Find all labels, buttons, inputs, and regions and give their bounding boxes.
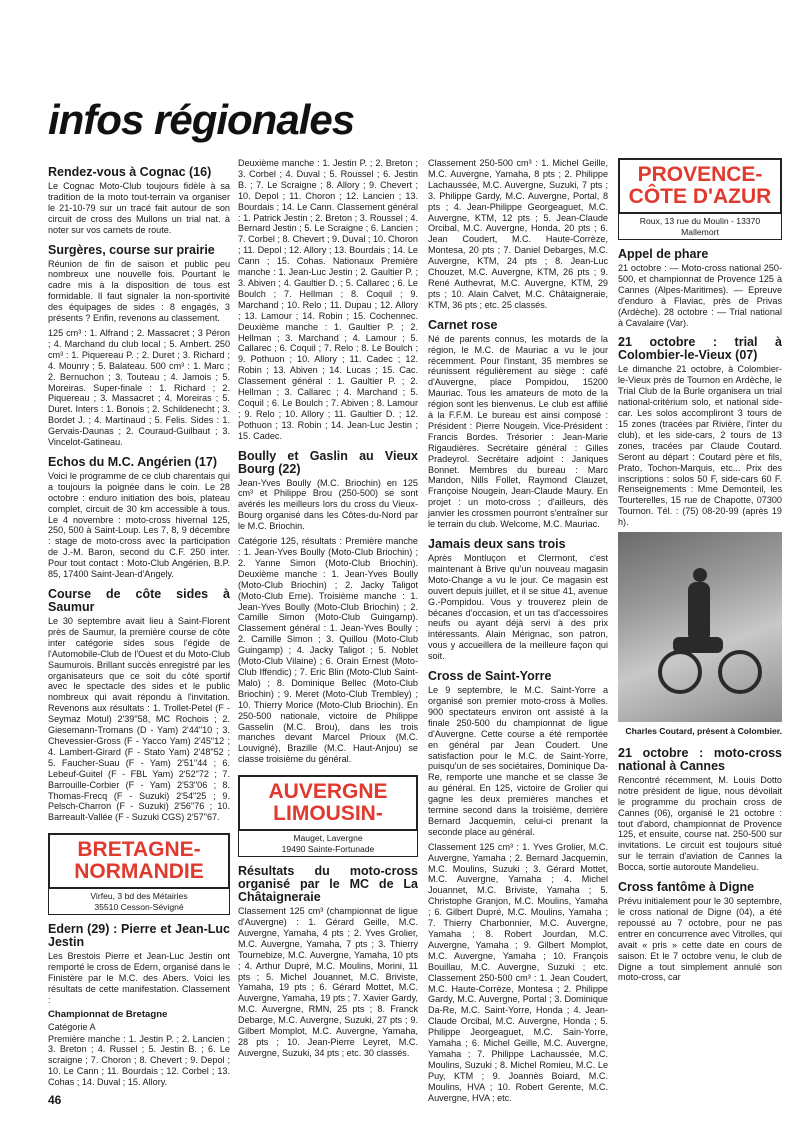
region-name: NORMANDIE <box>74 860 204 884</box>
region-address: Roux, 13 rue du Moulin - 13370 Mallemort <box>618 214 782 240</box>
article-title: 21 octobre : moto-cross national à Cannes <box>618 745 782 773</box>
article-body: Après Montluçon et Clermont, c'est maintenant à Brive qu'un nouveau magasin Moto-Change a vu le jour. Ce magasin est ouvert depuis juillet, et il se situe 41, avenue G.-Pompidou. Vous y trouverez plein de bécanes d'occasion, et un tas d'accessoires neufs ou ayant déjà servi à des prix intéressants. Alain Mérignac, son patron, vous y accueillera de la meilleure façon qui soit. <box>428 553 608 662</box>
article-results: Classement 125 cm³ : 1. Yves Grolier, M.C. Auvergne, Yamaha ; 2. Bernard Jacquemin, M.C. Moulins, Suzuki ; 3. Gérard Mottet, M.C. Auvergne, Yamaha ; 4. Michel Jouannet, M.C. Briviste, Yamaha ; 5. Christophe Granjon, M.C. Moulins, Yamaha ; 6. Gilbert Dupré, M.C. Moulins, Yamaha ; 7. Thierry Charbonnier, M.C. Auvergne, Yamaha ; 8. Robert Jourdan, M.C. Auvergne, Yamaha ; 9. Gilbert Momplot, M.C. Auvergne, Yamaha ; 10. François Bouillau, M.C. Auvergne, Suzuki ; etc. Classement 250-500 cm³ : 1. Jean Coudert, M.C. Haute-Corrèze, Montesa ; 2. Philippe Gardy, M.C. Auvergne, Portal ; 3. Dominique Da-Re, M.C. Saint-Yorre, Honda ; 4. Jean-Claude Orcibal, M.C. Auvergne, Honda ; 5. Philippe Jeorgeaguet, M.C. Sain-Yorre, Yamaha ; 6. Michel Geille, M.C. Auvergne, Yamaha ; 7. Philippe Lachaussée, M.C. Moulins, Suzuki ; 8. Michel Romieu, M.C. Le Puy, KTM ; 9. Joannès Boiard, M.C. Moulins, HVA ; 10. Robert Gerente, M.C. Auvergne, HVA ; etc. <box>428 841 608 1103</box>
article-title: Rendez-vous à Cognac (16) <box>48 165 212 179</box>
article-body: Les Brestois Pierre et Jean-Luc Jestin ont remporté le cross de Edern, organisé dans le Finistère par le M.C. des Abers. Voici les résultats de cette manifestation. Classement : <box>48 951 230 1005</box>
column-1 <box>48 158 230 1092</box>
region-address <box>48 889 230 915</box>
category-heading: Championnat de Bretagne <box>48 1008 168 1020</box>
photo-caption: Charles Coutard, présent à Colombier. <box>625 726 782 737</box>
article-body: Le 9 septembre, le M.C. Saint-Yorre a organisé son premier moto-cross à Molles. 900 spectateurs environ ont assisté à la finale 250-500 du championnat de ligue d'Auvergne. Cette course a été remportée en général par Jean Coudert. Une satisfaction pour le M.C. de Saint-Yorre, puisqu'un de ses sociétaires, Dominique Da-Re, remporte une manche et se classe 3e au général. En 125, victoire de Grolier qui gagne les deux premières manches et termine second dans la troisième, derrière Bernard Jacquemin, celui-ci prenant la seconde place au général. <box>428 685 608 837</box>
article-body: Voici le programme de ce club charentais qui a toujours la poignée dans le coin. Le 28 octobre : enduro initiation des bois, plateau complet, circuit de 30 km accessible à tous. Le 4 novembre : moto-cross hivernal 125, 250, 500 à Saint-Loup. Les 7, 8, 9 décembre : stage de moto-cross avec la participation de J.-M. Baron, second du C.F. 250 inter. Pour tout contact : Moto-Club Angérien, B.P. 85, 17400 Saint-Jean-d'Angely. <box>48 470 230 580</box>
column-2 <box>238 158 418 1063</box>
category-subheading: Catégorie A <box>48 1021 96 1032</box>
region-header <box>618 158 782 214</box>
article-results: Catégorie 125, résultats : Première manche : 1. Jean-Yves Boully (Moto-Club Briochin) ; 2. Yanne Simon (Moto-Club Briochin). Deuxième manche : 1. Jean-Yves Boully (Moto-Club Briochin) ; 2. Jacky Taligot (Moto-Club Erne). Troisième manche : 1. Jean-Yves Boully (Moto-Club Briochin) ; 2. Camille Simon (Moto-Club Guingamp). Classement général : 1. Jean-Yves Boully ; 2. Camille Simon ; 3. Quillou (Moto-Club Guingamp) ; 4. Jacky Taligot ; 5. Noblet (Moto-Club Vilaine) ; 6. Orain Ernest (Moto-Club Iffendic) ; 7. Eric Blin (Moto-Club Saint-Malo) ; 8. Dominique Bellec (Moto-Club Briochin) ; 9. Meret (Moto-Club Trembley) ; 10. Thierry Morice (Moto-Club Briochin). En 250-500 nationale, victoire de Philippe Gasselin (M.C. Brou), dans les trois manches devant Marcel Prioux (M.C. Louvigné), Brazille (M.C. Haut-Anjou) se classe troisième du général. <box>238 536 418 765</box>
address-line: Virfeu, 3 bd des Métairies <box>90 891 188 902</box>
region-name: AUVERGNE <box>268 780 388 804</box>
page-number: 46 <box>48 1093 62 1107</box>
region-header <box>238 775 418 831</box>
address-line: 35510 Cesson-Sévigné <box>94 901 184 912</box>
region-name: LIMOUSIN- <box>273 802 383 826</box>
article-body: Le 30 septembre avait lieu à Saint-Florent près de Saumur, la première course de côte inter catégorie sides sous l'égide de l'Automobile-Club de l'Ouest et du Moto-Club Saumurois. Brillant succès enregistré par les organisateurs que ce soit du côté sportif avec le spectacle des sides et le public nombreux qui avait répondu à l'invitation. Revenons aux résultats : 1. Trollet-Petel (F - Seymaz Motul) 2'39"58, MC Rochois ; 2. Giesemann-Tromans (D - Yam) 2'44"10 ; 3. Chevessier-Gross (F - Yacco Yam) 2'45"12 ; 4. Lambert-Girard (F - Stato Yam) 2'48"52 ; 5. Faucher-Suau (F - Yam) 2'51"44 ; 6. Lebeuf-Guitel (F - FBL Yam) 2'52"72 ; 7. Barrouille-Corbier (F - Yam) 2'53"06 ; 8. Thomas-Frecq (F - Suzuki) 2'54"25 ; 9. Pelsch-Charron (F - Suzuki) 2'56"76 ; 10. Barreault-Vallée (F - Suzuki CGS) 2'57"67. <box>48 616 230 823</box>
article-title: Boully et Gaslin au Vieux Bourg (22) <box>238 448 418 476</box>
rider-photo <box>618 532 782 722</box>
article-title: Echos du M.C. Angérien (17) <box>48 454 218 469</box>
article-body: Jean-Yves Boully (M.C. Briochin) en 125 cm³ et Philippe Brou (250-500) se sont avérés les meilleurs lors du cross du Vieux-Bourg organisé dans les Côtes-du-Nord par le M.C. Briochin. <box>238 477 418 532</box>
article-title: Course de côte sides à Saumur <box>48 587 230 614</box>
article-results: 125 cm³ : 1. Alfrand ; 2. Massacret ; 3 Péron ; 4. Marchand du club local ; 5. Ambert. 250 cm³ : 1. Piquereau P. ; 2. Duret ; 3. Richard ; 4. Mounry ; 5. Balateau. 500 cm³ : 1. Marc ; 2. Bernuchon ; 3. Touteau ; 4. Jamois ; 5. Moreiras. Super-finale : 1. Richard ; 2. Piquereau ; 3. Massacret ; 4. Moreiras ; 5. Duret. Inters : 1. Bonois ; 2. Schildenecht ; 3. Bordet J. ; 4. Martinaud ; 5. Felis. Sides : 1. Gervais-Daunas ; 2. Couraud-Guilbaut ; 3. Vincelot-Gatineau. <box>48 327 230 448</box>
page-title: infos régionales <box>48 96 355 143</box>
article-body: Le dimanche 21 octobre, à Colombier-le-Vieux près de Tournon en Ardèche, le Trial Club de la Burle organisera un trial national-critérium solo, et national side-car. Les solos accompliront 3 tours de 15 zones (tracées par Rivière, l'inter du club), et les side-cars, 2 tours de 13 zones, tracées par Claude Coutard. Seront au départ : Coutard père et fils, Prato, Tochon-Marquis, etc... Prix des inscriptions : solos 50 F, side-cars 60 F. Renseignements : Mme Demonteil, les Tourterelles, 15 rue de Chapotte, 07300 Tournon. Tél. : (75) 08-20-99 (après 19 h). <box>618 364 782 528</box>
article-body: Réunion de fin de saison et public peu nombreux une nouvelle fois. Pourtant le cadre mis à la disposition de tous est formidable. Il faut signaler la non-sportivité des équipages de sides : 8 engagés, 3 présents ? Enfin, revenons au classement. <box>48 258 230 324</box>
article-title: Appel de phare <box>618 247 709 261</box>
article-results: Première manche : 1. Jestin P. ; 2. Lancien ; 3. Breton ; 4. Russel ; 5. Jestin B. ; 6. Le scraigne ; 7. Choron ; 8. Chevert ; 9. Depol ; 10. Le Cann ; 11. Bourdais ; 12. Corbel ; 13. Cohas ; 14. Duval ; 15. Allory. <box>48 1033 230 1088</box>
article-title: 21 octobre : trial à Colombier-le-Vieux (07) <box>618 335 782 363</box>
region-header <box>48 833 230 889</box>
article-title: Surgères, course sur prairie <box>48 242 215 257</box>
article-title: Résultats du moto-cross organisé par le MC de La Châtaigneraie <box>238 864 418 905</box>
region-name: BRETAGNE- <box>77 838 201 862</box>
region-address <box>238 831 418 857</box>
article-body: Né de parents connus, les motards de la région, le M.C. de Mauriac a vu le jour récemment. Pour l'instant, 35 membres se réunissent régulièrement au siège : café d'Auvergne, place Pompidou, 15200 Mauriac. Tous les amateurs de moto de la région sont les bienvenus. Le club est affilié à la F.F.M. Le bureau est ainsi composé : Président : Pierre Nougein. Vice-Président : Francis Bordes. Trésorier : Jean-Marie Rigaudières. Secrétaire général : Gilles Pradeyrol. Secrétaire adjoint : Janiques Bonnet. Membres du bureau : Marc Mandon, Nills Follet, Raymond Clauzet, Françoise Nougein, Jean-Claude Maury. En projet : un moto-cross ; d'ailleurs, dès janvier les crossmen pourront s'entraîner sur le terrain du club. Welcome, M.C. Mauriac. <box>428 333 608 530</box>
column-3 <box>428 158 608 1108</box>
article-body: Le Cognac Moto-Club toujours fidèle à sa tradition de la moto tout-terrain va organiser le 21-10-79 sur un tracé fait autour de son circuit de cross des Mullons un trial nat. à noter sur vos carnets de route. <box>48 181 230 235</box>
column-4 <box>618 158 782 987</box>
article-title: Carnet rose <box>428 317 498 332</box>
article-results: Classement 125 cm³ (championnat de ligue d'Auvergne) : 1. Gérard Geille, M.C. Auvergne, Yamaha, 4 pts ; 2. Yves Grolier, M.C. Auvergne, Yamaha, 7 pts ; 3. Thierry Tournebize, M.C. Auvergne, Yamaha, 10 pts ; 4. Arthur Dupré, M.C. Moulins, Morini, 11 pts ; 5. Michel Jouannet, M.C. Briviste, Yamaha, 19 pts ; 6. Gérard Mottet, M.C. Auvergne, Yamaha, 19 pts ; 7. Xavier Gardy, M.C. Auvergne, RMN, 25 pts ; 8. Franck Debarge, M.C. Auvergne, Suzuki, 27 pts ; 9. Gilbert Momplot, M.C. Auvergne, Yamaha, 28 pts ; 10. Jean-Pierre Leyret, M.C. Auvergne, Suzuki, 34 pts ; etc. 30 classés. <box>238 906 418 1058</box>
article-body: 21 octobre : — Moto-cross national 250-500, et championnat de Provence 125 à Cannes (Alpes-Maritimes). — Epreuve d'enduro à Flaviac, près de Privas (Ardèche). 28 octobre : — Trial national à Cavalaire (Var). <box>618 263 782 328</box>
article-results: Classement 250-500 cm³ : 1. Michel Geille, M.C. Auvergne, Yamaha, 8 pts ; 2. Philippe Lachaussée, M.C. Auvergne, Suzuki, 7 pts ; 3. Philippe Gardy, M.C. Auvergne, Portal, 8 pts ; 4. Jean-Philippe Georgeaguet, M.C. Auvergne, KTM, 12 pts ; 5. Jean-Claude Orcibal, M.C. Auvergne, Honda, 20 pts ; 6. Jean Coudert, M.C. Haute-Corrèze, Montesa, 20 pts ; 7. Daniel Debarges, M.C. Auvergne, KTM, 24 pts ; 8. Jean-Luc Chouzet, M.C. Auvergne, KTM, 26 pts ; 9. René Authevrat, M.C. Auvergne, KTM, 29 pts ; 10. Alain Calvet, M.C. Châtaigneraie, KTM, 36 pts ; etc. 25 classés. <box>428 158 608 310</box>
article-title: Jamais deux sans trois <box>428 537 566 551</box>
article-body: Prévu initialement pour le 30 septembre, le cross national de Digne (04), a été repoussé au 7 octobre, pour ne pas entrer en concurrence avec Vitrolles, qui avait « pris » cette date en cours de saison. Et le 7 octobre venu, le club de Digne a tout simplement annulé son moto-cross, car <box>618 896 782 983</box>
region-name: PROVENCE- <box>637 163 763 186</box>
article-results: Deuxième manche : 1. Jestin P. ; 2. Breton ; 3. Corbel ; 4. Duval ; 5. Roussel ; 6. Jestin B. ; 7. Le Scraigne ; 8. Allory ; 9. Chevert ; 10. Depol ; 11. Choron ; 12. Lancien ; 13. Bourdais ; 14. Le Cann. Classement général : 1. Patrick Jestin ; 2. Breton ; 3. Roussel ; 4. Bernard Jestin ; 5. Le Scraigne ; 6. Lancien ; 7. Corbel ; 8. Chevert ; 9. Duval ; 10. Choron ; 11. Depol ; 12. Allory ; 13. Bourdais ; 14. Le Cann ; 15. Cohas. Nationaux Première manche : 1. Jean-Luc Jestin ; 2. Gaultier P. ; 3. Abiven ; 4. Gaultier D. ; 5. Callarec ; 6. Le Boulch ; 7. Hellman ; 8. Coquil ; 9. Marchand ; 10. Relo ; 11. Dupau ; 12. Allory ; 13. Lamour ; 14. Robin ; 15. Cochennec. Deuxième manche : 1. Gaultier P. ; 2. Hellman ; 3. Marchand ; 4. Lamour ; 5. Callarec ; 6. Coquil ; 7. Relo ; 8. Le Boulch ; 9. Pothuon ; 10. Allory ; 11. Cadec ; 12. Robin ; 13. Abiven ; 14. Lucas ; 15. Cac. Classement général : 1. Gaultier P. ; 2. Hellman ; 3. Callarec ; 4. Marchand ; 5. Coquil ; 6. Le Boulch ; 7. Abiven ; 8. Lamour ; 9. Relo ; 10. Allory ; 11. Gaultier D. ; 12. Pothuon ; 13. Robin ; 14. Jean-Luc Jestin ; 15. Cadec. <box>238 158 418 441</box>
article-body: Rencontré récemment, M. Louis Dotto notre président de ligue, nous dévoilait le programme du prochain cross de Cannes (06), organisé le 21 octobre : tout d'abord, championnat de Provence 125, et ensuite, course nat. 250-500 sur invitations. Le circuit est toujours situé sur le terrain d'aviation de Cannes la Bocca, sortie autoroute Mandelieu. <box>618 774 782 873</box>
article-title: Cross de Saint-Yorre <box>428 669 552 684</box>
address-line: Mauget, Lavergne <box>293 833 363 844</box>
article-title: Edern (29) : Pierre et Jean-Luc Jestin <box>48 922 230 950</box>
article-title: Cross fantôme à Digne <box>618 880 755 895</box>
address-line: 19490 Sainte-Fortunade <box>281 843 375 854</box>
region-name: CÔTE D'AZUR <box>628 185 772 208</box>
